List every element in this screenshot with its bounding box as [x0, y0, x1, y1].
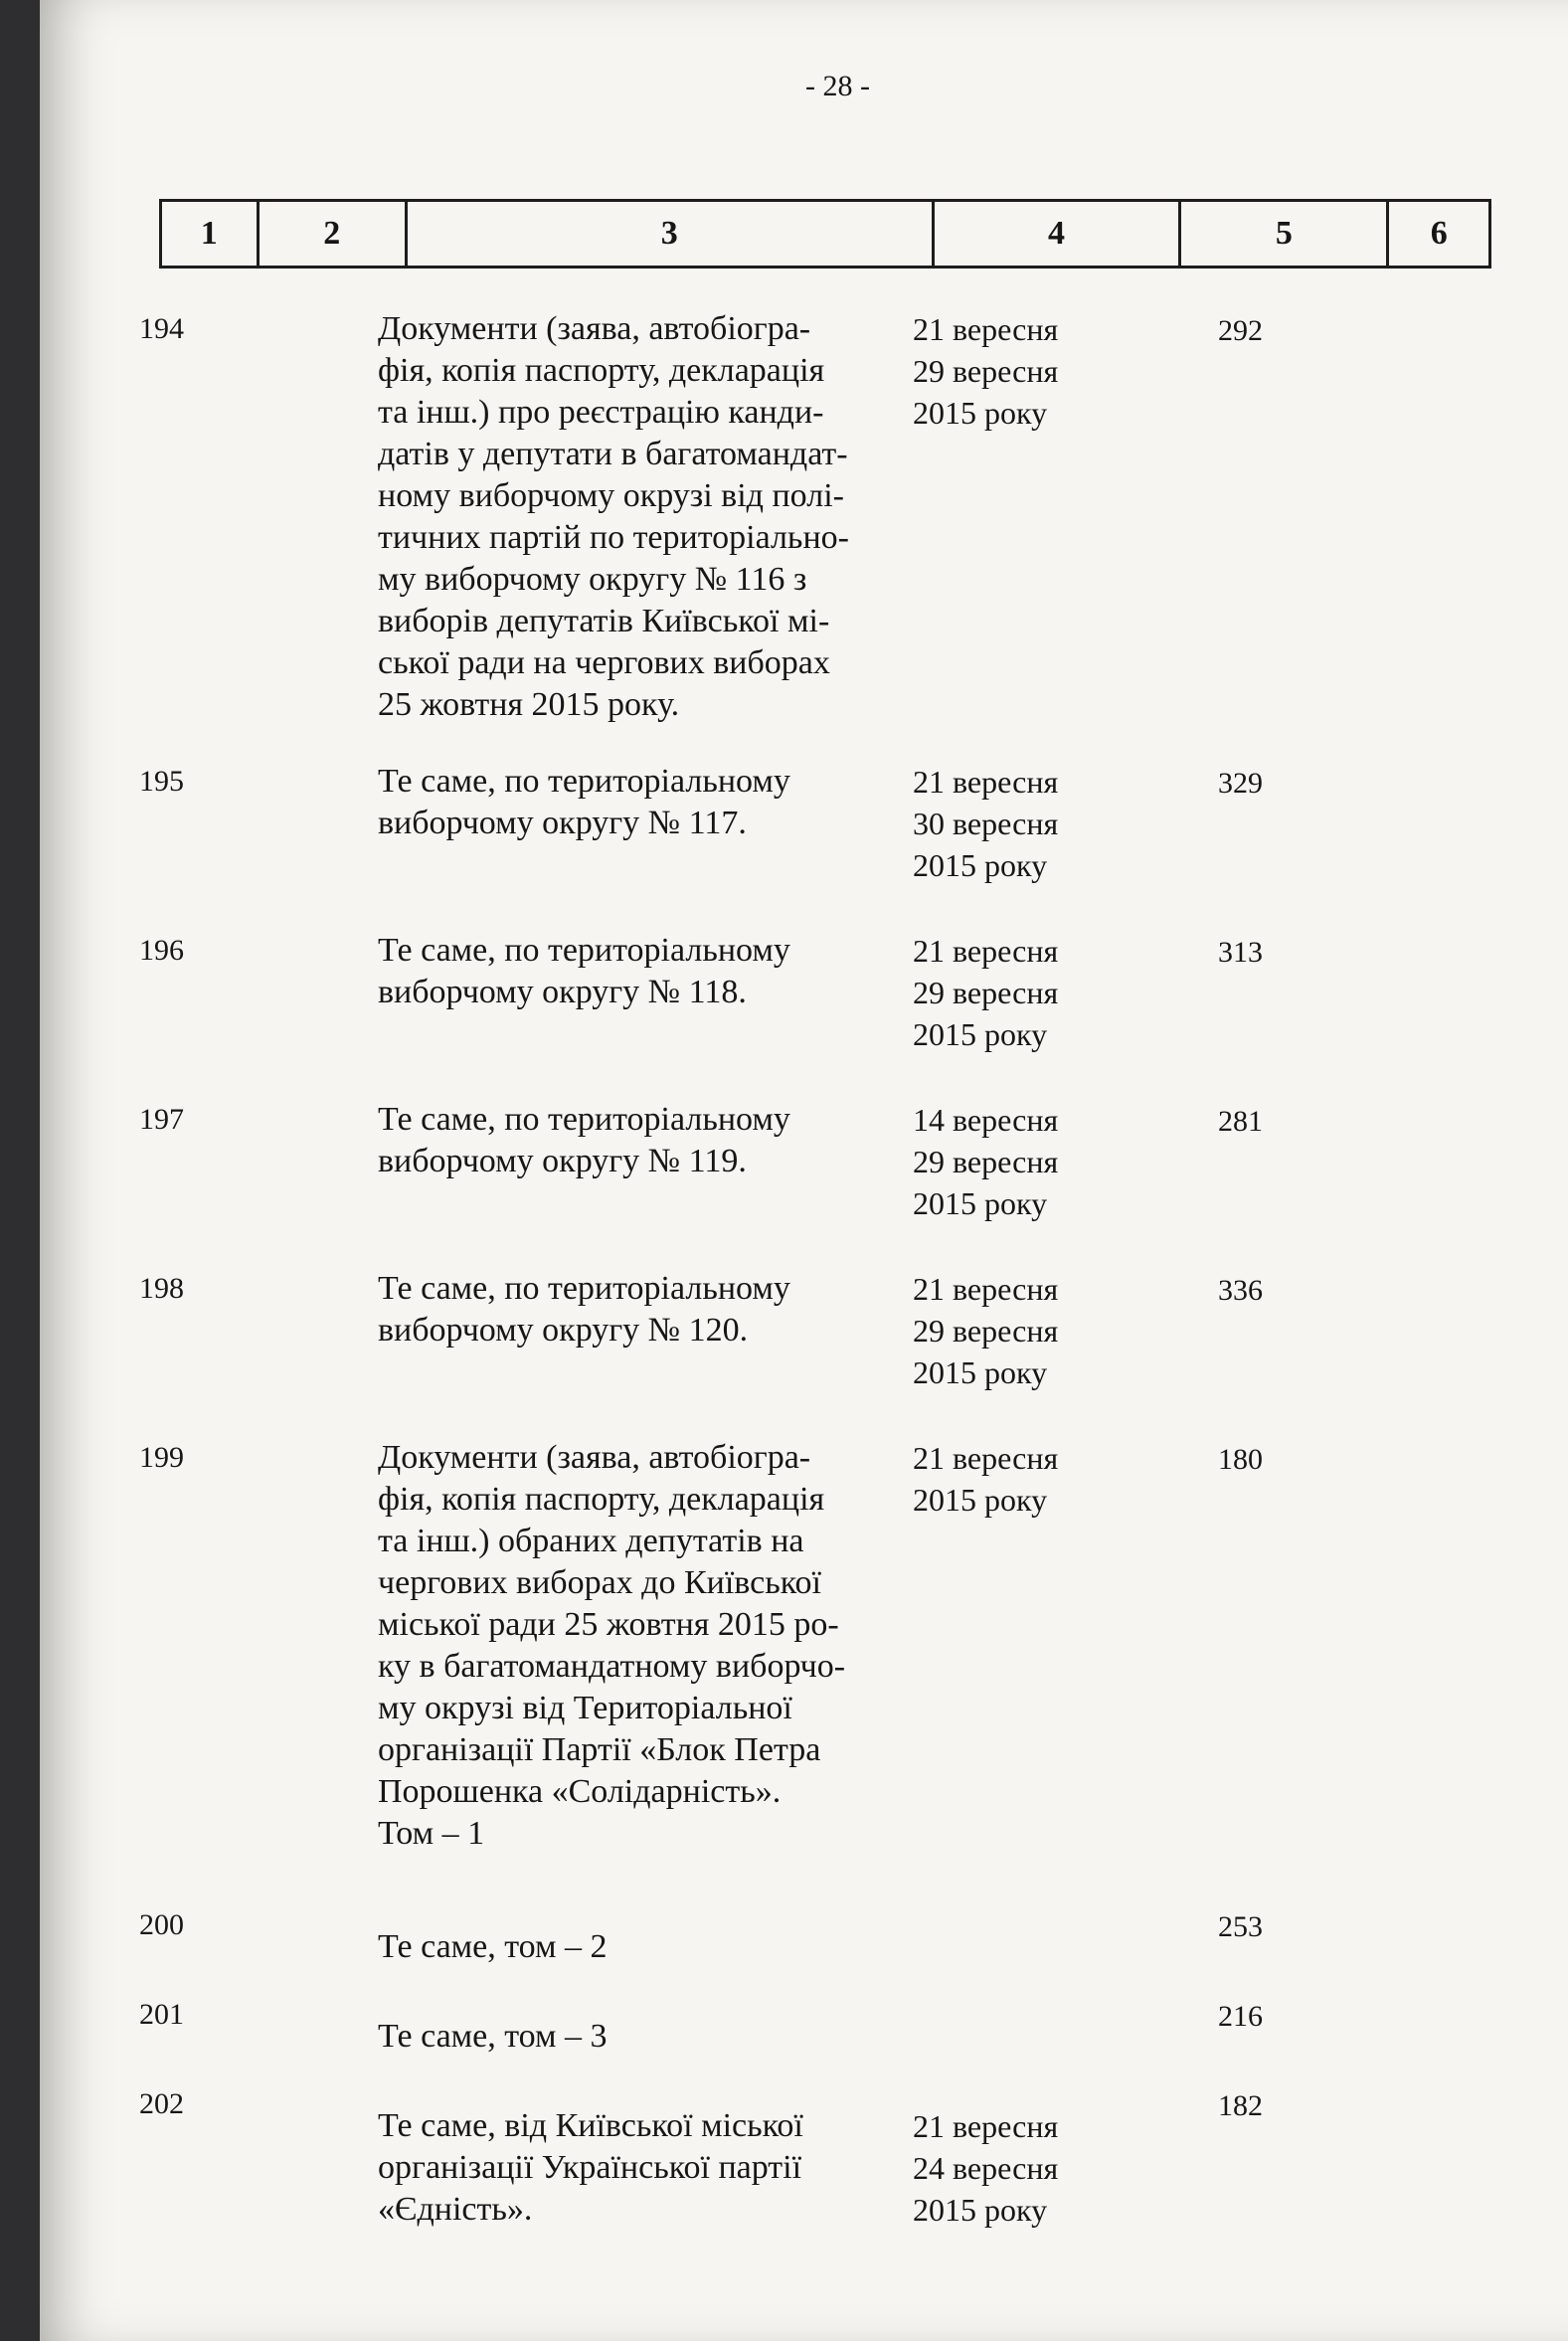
description-line: Те саме, том – 2: [378, 1928, 608, 1965]
row-description: [378, 1437, 935, 1855]
row-dates: [913, 930, 1112, 1055]
description-line: Те саме, по територіальному: [378, 763, 790, 800]
row-dates: [913, 1099, 1112, 1224]
row-number: 194: [139, 312, 184, 345]
description-line: Те саме, по територіальному: [378, 1270, 790, 1307]
description-line: виборчому округу № 120.: [378, 1312, 749, 1349]
date-line: 30 вересня: [913, 806, 1059, 841]
header-col-4: 4: [935, 202, 1182, 266]
row-sheet-count: 336: [1218, 1274, 1263, 1307]
description-line: Те саме, том – 3: [378, 2018, 608, 2055]
header-col-3: 3: [408, 202, 935, 266]
row-sheet-count: 182: [1218, 2089, 1263, 2122]
description-line: му окрузі від Територіальної: [378, 1690, 792, 1726]
date-line: 29 вересня: [913, 1144, 1059, 1179]
row-dates: [913, 1437, 1112, 1521]
description-line: та інш.) обраних депутатів на: [378, 1523, 804, 1559]
row-number: 198: [139, 1272, 184, 1305]
description-line: та інш.) про реєстрацію канди-: [378, 394, 824, 431]
header-col-1: 1: [162, 202, 260, 266]
date-line: 2015 року: [913, 1354, 1048, 1390]
description-line: виборчому округу № 118.: [378, 974, 747, 1010]
date-line: 21 вересня: [913, 764, 1059, 800]
date-line: 2015 року: [913, 1482, 1048, 1518]
row-number: 195: [139, 765, 184, 798]
row-number: 202: [139, 2087, 184, 2120]
date-line: 21 вересня: [913, 1271, 1059, 1307]
description-line: Том – 1: [378, 1815, 485, 1852]
row-number: 201: [139, 1998, 184, 2031]
date-line: 2015 року: [913, 847, 1048, 883]
row-description: [378, 761, 935, 844]
row-number: 196: [139, 934, 184, 967]
row-dates: [913, 761, 1112, 886]
description-line: виборів депутатів Київської мі-: [378, 603, 830, 639]
description-line: «Єдність».: [378, 2191, 533, 2228]
row-sheet-count: 216: [1218, 2000, 1263, 2033]
header-col-6: 6: [1430, 215, 1448, 252]
description-line: організації Партії «Блок Петра: [378, 1731, 821, 1768]
row-sheet-count: 292: [1218, 314, 1263, 347]
description-line: фія, копія паспорту, декларація: [378, 352, 825, 389]
header-col-5: 5: [1181, 202, 1389, 266]
row-sheet-count: 313: [1218, 936, 1263, 969]
row-number: 197: [139, 1103, 184, 1136]
description-line: Порошенка «Солідарність».: [378, 1773, 782, 1810]
row-dates: [913, 1268, 1112, 1393]
row-dates: [913, 308, 1112, 434]
description-line: датів у депутати в багатомандат-: [378, 436, 848, 472]
row-sheet-count: 329: [1218, 767, 1263, 800]
row-description: [378, 1268, 935, 1351]
description-line: ному виборчому окрузі від полі-: [378, 477, 844, 514]
date-line: 29 вересня: [913, 975, 1059, 1010]
date-line: 21 вересня: [913, 311, 1059, 347]
date-line: 2015 року: [913, 2192, 1048, 2228]
row-dates: [913, 2105, 1112, 2231]
date-line: 21 вересня: [913, 1440, 1059, 1476]
date-line: 14 вересня: [913, 1102, 1059, 1138]
description-line: виборчому округу № 117.: [378, 805, 747, 841]
row-description: [378, 1926, 935, 1968]
date-line: 21 вересня: [913, 2108, 1059, 2144]
date-line: 24 вересня: [913, 2150, 1059, 2186]
description-line: виборчому округу № 119.: [378, 1143, 747, 1179]
row-sheet-count: 281: [1218, 1105, 1263, 1138]
date-line: 2015 року: [913, 1016, 1048, 1052]
row-number: 200: [139, 1908, 184, 1941]
description-line: 25 жовтня 2015 року.: [378, 686, 680, 723]
row-sheet-count: 180: [1218, 1443, 1263, 1476]
date-line: 29 вересня: [913, 353, 1059, 389]
description-line: Те саме, по територіальному: [378, 1101, 790, 1138]
row-description: [378, 930, 935, 1013]
table-header: [159, 199, 1491, 269]
description-line: міської ради 25 жовтня 2015 ро-: [378, 1606, 839, 1643]
description-line: Те саме, від Київської міської: [378, 2107, 803, 2144]
page-number: - 28 -: [805, 70, 870, 102]
row-description: [378, 1099, 935, 1182]
description-line: Документи (заява, автобіогра-: [378, 1439, 811, 1476]
description-line: Документи (заява, автобіогра-: [378, 310, 811, 347]
row-description: [378, 308, 935, 726]
date-line: 2015 року: [913, 1185, 1048, 1221]
description-line: тичних партій по територіально-: [378, 519, 849, 556]
description-line: чергових виборах до Київської: [378, 1564, 821, 1601]
description-line: фія, копія паспорту, декларація: [378, 1481, 825, 1518]
row-number: 199: [139, 1441, 184, 1474]
date-line: 21 вересня: [913, 933, 1059, 969]
description-line: організації Української партії: [378, 2149, 802, 2186]
description-line: Те саме, по територіальному: [378, 932, 790, 969]
date-line: 2015 року: [913, 395, 1048, 431]
row-sheet-count: 253: [1218, 1910, 1263, 1943]
description-line: ської ради на чергових виборах: [378, 644, 830, 681]
header-col-2: 2: [260, 202, 408, 266]
description-line: ку в багатомандатному виборчо-: [378, 1648, 846, 1685]
document-page: [40, 0, 1568, 2341]
row-description: [378, 2016, 935, 2058]
row-description: [378, 2105, 935, 2231]
date-line: 29 вересня: [913, 1313, 1059, 1349]
description-line: му виборчому округу № 116 з: [378, 561, 807, 598]
